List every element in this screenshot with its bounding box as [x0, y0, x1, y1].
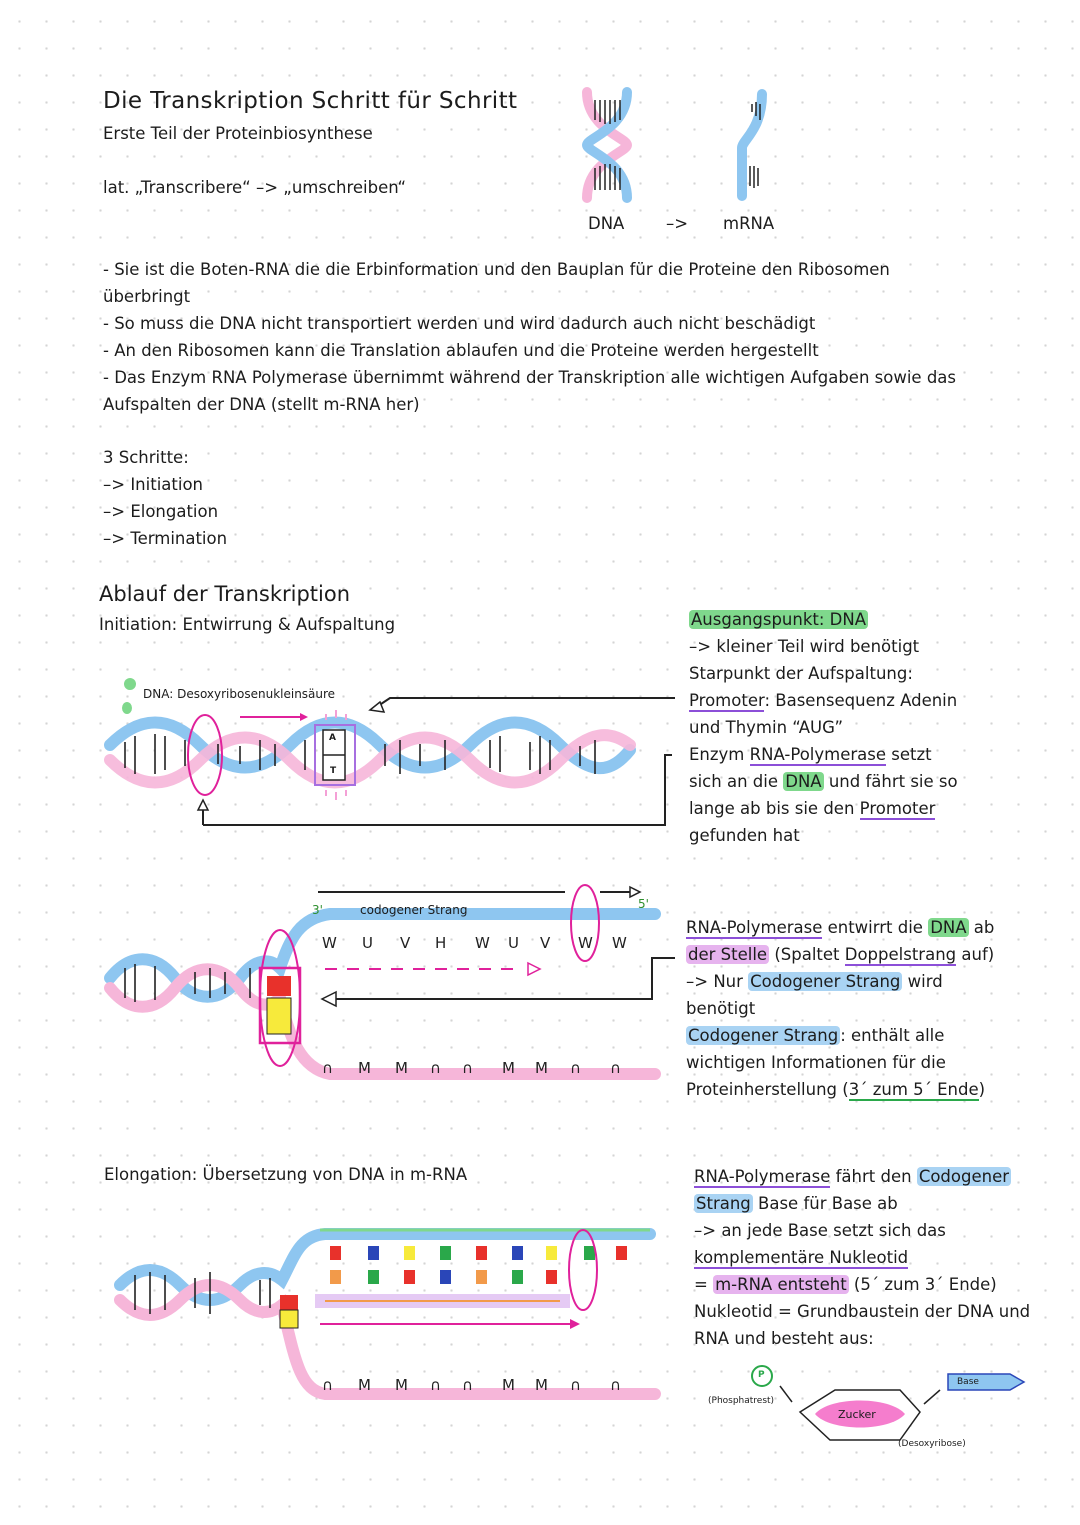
svg-text:W: W: [612, 934, 627, 952]
svg-text:∩: ∩: [430, 1059, 441, 1077]
promoter-base-a: A: [329, 733, 336, 743]
svg-text:V: V: [400, 934, 411, 952]
svg-text:∩: ∩: [570, 1376, 581, 1394]
svg-text:M: M: [502, 1376, 515, 1394]
note2-3-zum-5: 3´ zum 5´ Ende: [848, 1080, 979, 1099]
note2-line7a: Proteinherstellung (: [686, 1080, 849, 1099]
note3-line6: Nukleotid = Grundbaustein der DNA und: [694, 1302, 1031, 1321]
note3-codogener: Codogener: [918, 1167, 1010, 1186]
dna-annotation: DNA: Desoxyribosenukleinsäure: [143, 687, 336, 701]
svg-text:M: M: [395, 1059, 408, 1077]
svg-text:∩: ∩: [570, 1059, 581, 1077]
svg-text:∩: ∩: [430, 1376, 441, 1394]
step-termination: –> Termination: [103, 529, 228, 548]
svg-text:M: M: [395, 1376, 408, 1394]
note2-line7b: ): [978, 1080, 986, 1099]
dna-icon: [575, 88, 645, 203]
svg-text:V: V: [540, 934, 551, 952]
note3-line5a: =: [694, 1275, 714, 1294]
promoter-base-t: T: [330, 766, 337, 776]
note-unwinding: [686, 914, 994, 1103]
note-initiation: [689, 606, 958, 849]
bullet-1a: - Sie ist die Boten-RNA die die Erbinformation und den Bauplan für die Proteine den Ribosomen: [103, 260, 890, 279]
note1-line9: gefunden hat: [689, 826, 800, 845]
step-initiation: –> Initiation: [103, 475, 203, 494]
svg-text:∩: ∩: [610, 1376, 621, 1394]
note1-line8a: lange ab bis sie den: [689, 799, 860, 818]
note1-dna: DNA: [785, 772, 822, 791]
note2-doppelstrang: Doppelstrang: [844, 945, 957, 964]
note3-line5b: (5´ zum 3´ Ende): [848, 1275, 997, 1294]
note2-codogener: Codogener Strang: [750, 972, 901, 991]
intro-bullets: [103, 256, 956, 418]
desoxyribose-label: (Desoxyribose): [898, 1439, 966, 1449]
svg-text:M: M: [535, 1376, 548, 1394]
note3-komplementaer: komplementäre Nukleotid: [694, 1248, 909, 1267]
dna-mrna-arrow: –>: [666, 214, 689, 233]
base-label: Base: [957, 1377, 979, 1387]
note2-rna-polymerase: RNA-Polymerase: [686, 918, 823, 937]
svg-text:∩: ∩: [322, 1376, 333, 1394]
note2-line2c: auf): [956, 945, 995, 964]
note2-line4: benötigt: [686, 999, 756, 1018]
svg-text:U: U: [362, 934, 373, 952]
bullet-4b: Aufspalten der DNA (stellt m-RNA her): [103, 395, 420, 414]
note1-promoter: Promoter: [689, 691, 765, 710]
svg-text:M: M: [502, 1059, 515, 1077]
note2-line1b: entwirrt die: [822, 918, 929, 937]
dna-label: DNA: [588, 214, 625, 233]
note2-line3a: –> Nur: [686, 972, 749, 991]
svg-text:W: W: [475, 934, 490, 952]
note3-mrna-entsteht: m-RNA entsteht: [715, 1275, 847, 1294]
note1-rna-polymerase: RNA-Polymerase: [749, 745, 886, 764]
bullet-3: - An den Ribosomen kann die Translation ablaufen und die Proteine werden hergestellt: [103, 341, 819, 360]
bullet-1b: überbringt: [103, 287, 191, 306]
steps-heading: 3 Schritte:: [103, 448, 189, 467]
phosphate-p: P: [758, 1370, 765, 1380]
svg-text:M: M: [535, 1059, 548, 1077]
svg-text:H: H: [435, 934, 447, 952]
page-title: Die Transkription Schritt für Schritt: [103, 88, 518, 114]
note3-line3: –> an jede Base setzt sich das: [694, 1221, 946, 1240]
note1-line1: Ausgangspunkt: DNA: [691, 610, 867, 629]
note1-promoter-2: Promoter: [859, 799, 936, 818]
svg-text:M: M: [358, 1059, 371, 1077]
elongation-diagram: [110, 1220, 670, 1420]
note1-line7a: sich an die: [689, 772, 784, 791]
initiation-heading: Initiation: Entwirrung & Aufspaltung: [99, 615, 396, 634]
note2-dna: DNA: [930, 918, 967, 937]
label-5prime: 5': [638, 897, 649, 911]
note1-line4-rest: : Basensequenz Adenin: [764, 691, 958, 710]
sugar-label: Zucker: [838, 1408, 876, 1421]
bullet-2: - So muss die DNA nicht transportiert werden und wird dadurch auch nicht beschädigt: [103, 314, 816, 333]
note2-line6: wichtigen Informationen für die: [686, 1053, 946, 1072]
svg-text:W: W: [322, 934, 337, 952]
note1-line5: und Thymin “AUG”: [689, 718, 844, 737]
note-elongation: [694, 1163, 1030, 1352]
elongation-heading: Elongation: Übersetzung von DNA in m-RNA: [104, 1165, 468, 1184]
note1-line3: Starpunkt der Aufspaltung:: [689, 664, 913, 683]
note2-codogener-2: Codogener Strang: [688, 1026, 839, 1045]
mrna-label: mRNA: [723, 214, 775, 233]
bullet-4a: - Das Enzym RNA Polymerase übernimmt während der Transkription alle wichtigen Aufgaben sowie das: [103, 368, 957, 387]
note2-line1c: ab: [968, 918, 995, 937]
note3-rna-polymerase: RNA-Polymerase: [694, 1167, 831, 1186]
svg-text:∩: ∩: [462, 1376, 473, 1394]
phosphate-label: (Phosphatrest): [708, 1396, 775, 1406]
steps-list: [103, 444, 227, 552]
section-heading-ablauf: Ablauf der Transkription: [99, 582, 351, 606]
note1-line6b: setzt: [886, 745, 932, 764]
step-elongation: –> Elongation: [103, 502, 219, 521]
svg-text:∩: ∩: [322, 1059, 333, 1077]
note2-line3b: wird: [902, 972, 943, 991]
svg-text:W: W: [578, 934, 593, 952]
svg-text:U: U: [508, 934, 519, 952]
note1-line2: –> kleiner Teil wird benötigt: [689, 637, 920, 656]
note1-line6a: Enzym: [689, 745, 750, 764]
latin-translation: lat. „Transcribere“ –> „umschreiben“: [103, 178, 407, 197]
note3-strang: Strang: [696, 1194, 751, 1213]
note2-der-stelle: der Stelle: [688, 945, 768, 964]
svg-text:M: M: [358, 1376, 371, 1394]
page-subtitle: Erste Teil der Proteinbiosynthese: [103, 124, 373, 143]
note3-line7: RNA und besteht aus:: [694, 1329, 874, 1348]
svg-text:∩: ∩: [610, 1059, 621, 1077]
note2-line5b: : enthält alle: [840, 1026, 945, 1045]
note3-line1b: fährt den: [830, 1167, 917, 1186]
codogener-strang-label: codogener Strang: [360, 903, 468, 917]
svg-text:∩: ∩: [462, 1059, 473, 1077]
mrna-icon: [730, 90, 780, 200]
note1-line7b: und fährt sie so: [823, 772, 958, 791]
label-3prime: 3': [312, 903, 323, 917]
note2-line2a: (Spaltet: [769, 945, 845, 964]
note3-line2b: Base für Base ab: [752, 1194, 898, 1213]
